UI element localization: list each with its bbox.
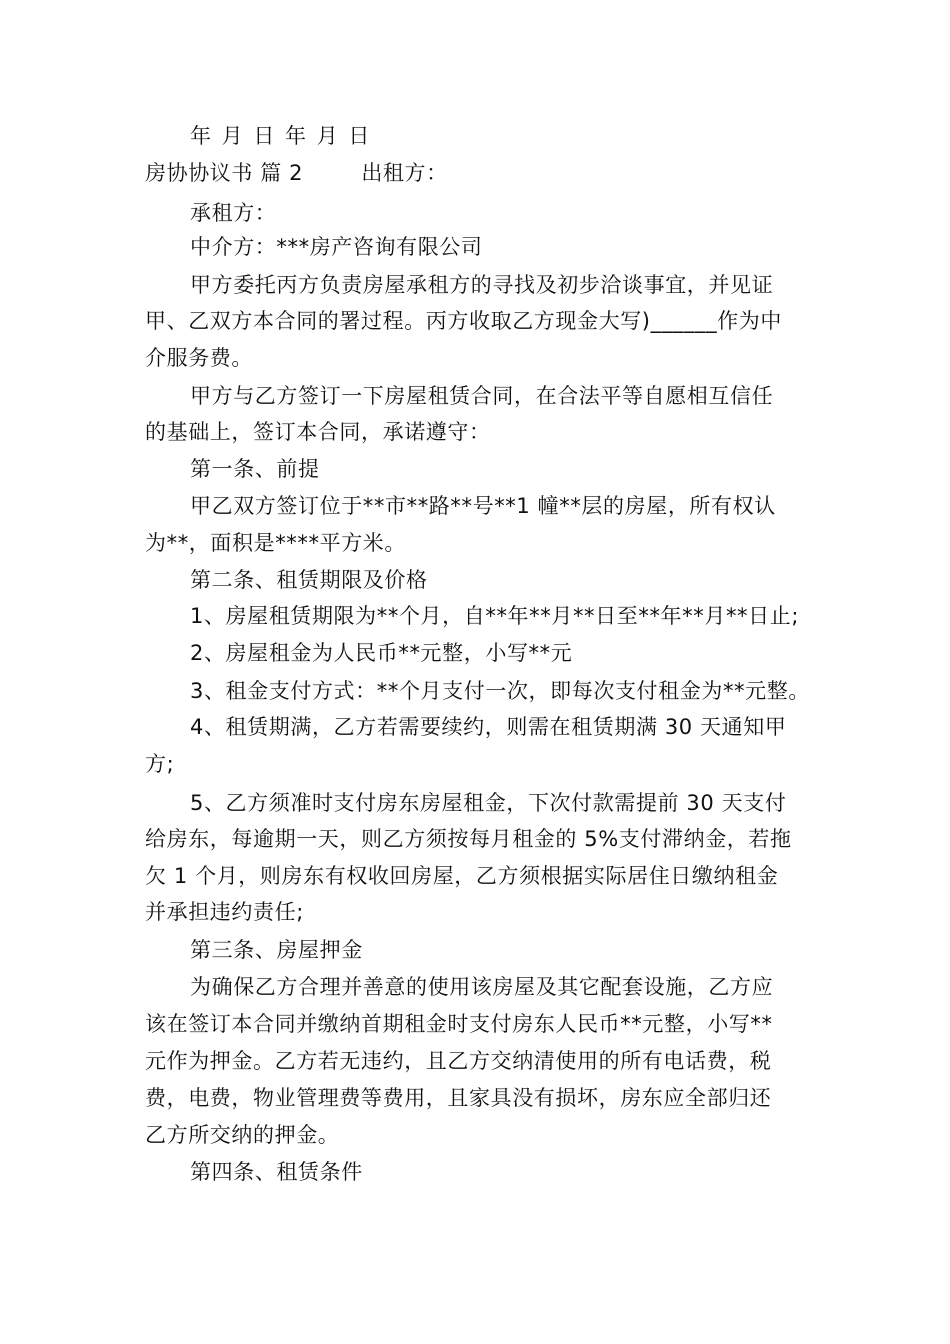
list-item-continued: 方;	[145, 752, 175, 776]
paragraph-line: 为**，面积是****平方米。	[145, 531, 406, 555]
list-item-continued: 并承担违约责任;	[145, 900, 304, 924]
list-item: 1、房屋租赁期限为**个月，自**年**月**日至**年**月**日止;	[190, 604, 800, 628]
paragraph-line: 甲方与乙方签订一下房屋租赁合同，在合法平等自愿相互信任	[190, 384, 774, 408]
paragraph-line: 费，电费，物业管理费等费用，且家具没有损坏，房东应全部归还	[145, 1086, 772, 1110]
list-item-continued: 给房东，每逾期一天，则乙方须按每月租金的 5%支付滞纳金，若拖	[145, 827, 792, 851]
paragraph-line: 甲方委托丙方负责房屋承租方的寻找及初步洽谈事宜，并见证	[190, 273, 774, 297]
paragraph-line: 甲、乙双方本合同的署过程。丙方收取乙方现金大写)______作为中	[145, 309, 782, 333]
paragraph-line: 介服务费。	[145, 346, 253, 370]
list-item-continued: 欠 1 个月，则房东有权收回房屋，乙方须根据实际居住日缴纳租金	[145, 864, 779, 888]
lessee-line: 承租方：	[190, 201, 277, 225]
paragraph-line: 为确保乙方合理并善意的使用该房屋及其它配套设施，乙方应	[190, 975, 774, 999]
article-heading: 第三条、房屋押金	[190, 938, 363, 962]
paragraph-line: 的基础上，签订本合同，承诺遵守：	[145, 420, 491, 444]
paragraph-line: 乙方所交纳的押金。	[145, 1123, 340, 1147]
paragraph-line: 元作为押金。乙方若无违约，且乙方交纳清使用的所有电话费，税	[145, 1049, 772, 1073]
agent-line: 中介方：***房产咨询有限公司	[190, 235, 483, 259]
list-item: 4、租赁期满，乙方若需要续约，则需在租赁期满 30 天通知甲	[190, 715, 787, 739]
article-heading: 第一条、前提	[190, 457, 320, 481]
list-item: 3、租金支付方式：**个月支付一次，即每次支付租金为**元整。	[190, 679, 810, 703]
paragraph-line: 甲乙双方签订位于**市**路**号**1 幢**层的房屋，所有权认	[190, 494, 776, 518]
section-heading-lessor: 房协协议书 篇 2 出租方：	[145, 161, 448, 185]
paragraph-line: 该在签订本合同并缴纳首期租金时支付房东人民币**元整，小写**	[145, 1012, 773, 1036]
list-item: 2、房屋租金为人民币**元整，小写**元	[190, 641, 573, 665]
date-line: 年 月 日 年 月 日	[190, 124, 372, 148]
article-heading: 第二条、租赁期限及价格	[190, 568, 428, 592]
article-heading: 第四条、租赁条件	[190, 1160, 363, 1184]
list-item: 5、乙方须准时支付房东房屋租金，下次付款需提前 30 天支付	[190, 791, 787, 815]
